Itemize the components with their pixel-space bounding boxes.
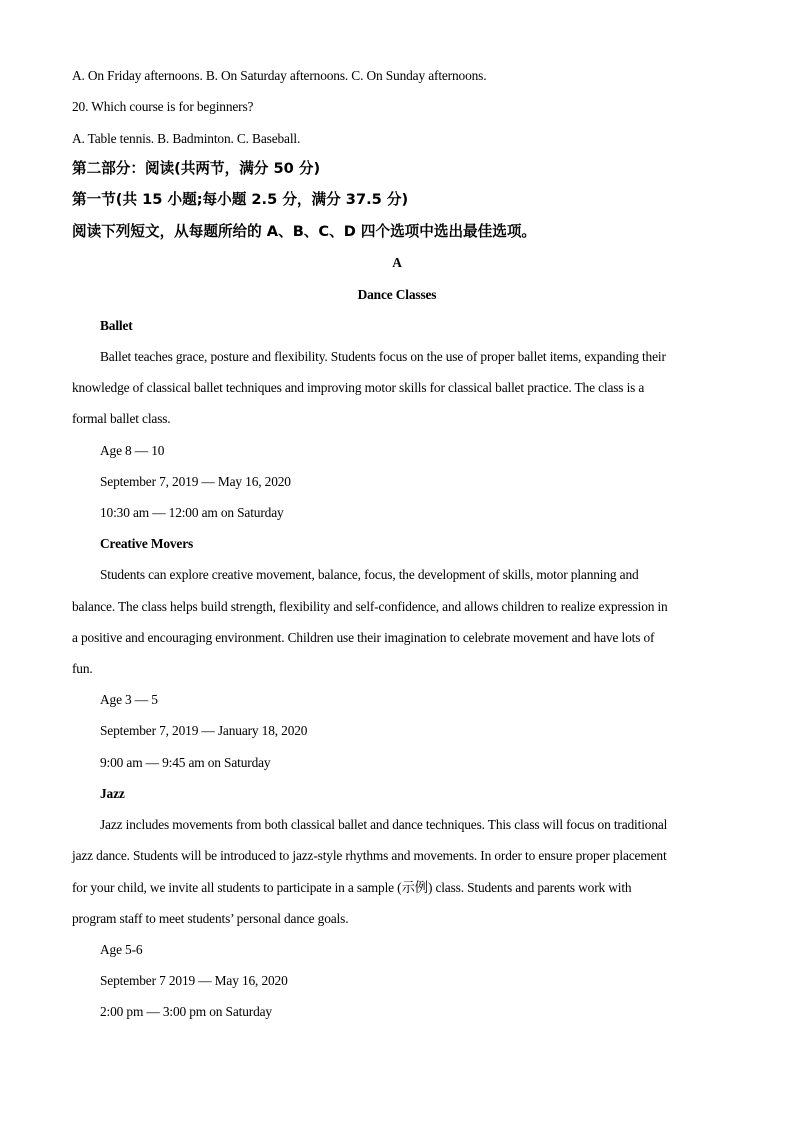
passage-letter: A bbox=[392, 255, 402, 270]
section1-heading: 第一节(共 15 小题;每小题 2.5 分，满分 37.5 分) bbox=[72, 191, 409, 208]
creative-movers-dates: September 7, 2019 — January 18, 2020 bbox=[100, 723, 308, 738]
passage-title: Dance Classes bbox=[357, 287, 437, 302]
q20-options: A. Table tennis. B. Badminton. C. Baseball. bbox=[72, 131, 301, 146]
creative-movers-text-line-2: balance. The class helps build strength, flexibility and self-confidence, and allows children to realize expression in bbox=[72, 599, 668, 614]
jazz-time: 2:00 pm — 3:00 pm on Saturday bbox=[100, 1004, 272, 1019]
jazz-text-line-2: jazz dance. Students will be introduced to jazz-style rhythms and movements. In order to ensure proper placement bbox=[72, 848, 667, 863]
ballet-dates: September 7, 2019 — May 16, 2020 bbox=[100, 474, 291, 489]
q20-question: 20. Which course is for beginners? bbox=[72, 99, 254, 114]
ballet-text-line-2: knowledge of classical ballet techniques and improving motor skills for classical ballet practice. The class is a bbox=[72, 380, 645, 395]
creative-movers-title: Creative Movers bbox=[100, 536, 194, 551]
ballet-title: Ballet bbox=[100, 318, 133, 333]
ballet-age: Age 8 — 10 bbox=[100, 443, 165, 458]
ballet-text-line-1: Ballet teaches grace, posture and flexibility. Students focus on the use of proper ballet items, expanding their bbox=[100, 349, 666, 364]
jazz-dates: September 7 2019 — May 16, 2020 bbox=[100, 973, 288, 988]
creative-movers-text-line-1: Students can explore creative movement, balance, focus, the development of skills, motor planning and bbox=[100, 567, 639, 582]
part2-heading: 第二部分：阅读(共两节，满分 50 分) bbox=[72, 160, 321, 177]
q19-options: A. On Friday afternoons. B. On Saturday afternoons. C. On Sunday afternoons. bbox=[72, 68, 487, 83]
jazz-title: Jazz bbox=[100, 786, 125, 801]
creative-movers-text-line-4: fun. bbox=[72, 661, 93, 676]
instructions: 阅读下列短文，从每题所给的 A、B、C、D 四个选项中选出最佳选项。 bbox=[72, 223, 537, 240]
ballet-time: 10:30 am — 12:00 am on Saturday bbox=[100, 505, 284, 520]
ballet-text-line-3: formal ballet class. bbox=[72, 411, 171, 426]
jazz-text-line-1: Jazz includes movements from both classical ballet and dance techniques. This class will focus on traditional bbox=[100, 817, 668, 832]
jazz-age: Age 5-6 bbox=[100, 942, 143, 957]
creative-movers-text-line-3: a positive and encouraging environment. Children use their imagination to celebrate movement and have lots of bbox=[72, 630, 655, 645]
jazz-text-line-3: for your child, we invite all students to participate in a sample (示例) class. Students and parents work with bbox=[72, 880, 632, 895]
jazz-text-line-4: program staff to meet students’ personal dance goals. bbox=[72, 911, 349, 926]
creative-movers-time: 9:00 am — 9:45 am on Saturday bbox=[100, 755, 271, 770]
creative-movers-age: Age 3 — 5 bbox=[100, 692, 158, 707]
